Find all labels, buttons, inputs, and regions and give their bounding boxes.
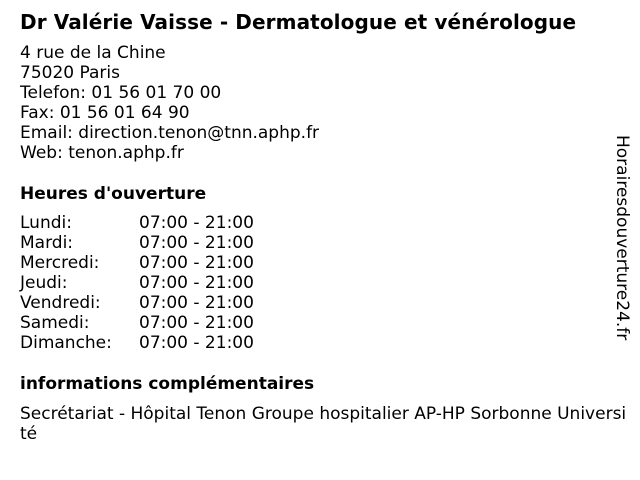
hours-row bbox=[20, 273, 280, 293]
address-street: 4 rue de la Chine bbox=[20, 43, 166, 63]
additional-info-text: Secrétariat - Hôpital Tenon Groupe hospitalier AP-HP Sorbonne Université bbox=[20, 404, 627, 444]
day-label: Dimanche: bbox=[20, 333, 112, 353]
hours-row bbox=[20, 333, 280, 353]
hours-row bbox=[20, 253, 280, 273]
time-range: 07:00 - 21:00 bbox=[139, 253, 254, 273]
page-title: Dr Valérie Vaisse - Dermatologue et vénérologue bbox=[20, 10, 577, 34]
hours-row bbox=[20, 293, 280, 313]
hours-row bbox=[20, 313, 280, 333]
site-watermark: Horairesdouverture24.fr bbox=[612, 135, 632, 341]
day-label: Lundi: bbox=[20, 213, 72, 233]
day-label: Mercredi: bbox=[20, 253, 100, 273]
hours-row bbox=[20, 213, 280, 233]
additional-info-heading: informations complémentaires bbox=[20, 374, 315, 394]
phone-number: Telefon: 01 56 01 70 00 bbox=[20, 83, 222, 103]
time-range: 07:00 - 21:00 bbox=[139, 333, 254, 353]
hours-row bbox=[20, 233, 280, 253]
opening-hours-table bbox=[20, 213, 280, 353]
opening-hours-heading: Heures d'ouverture bbox=[20, 184, 207, 204]
time-range: 07:00 - 21:00 bbox=[139, 213, 254, 233]
time-range: 07:00 - 21:00 bbox=[139, 313, 254, 333]
email-address: Email: direction.tenon@tnn.aphp.fr bbox=[20, 123, 320, 143]
time-range: 07:00 - 21:00 bbox=[139, 273, 254, 293]
time-range: 07:00 - 21:00 bbox=[139, 293, 254, 313]
day-label: Mardi: bbox=[20, 233, 74, 253]
website: Web: tenon.aphp.fr bbox=[20, 143, 184, 163]
day-label: Vendredi: bbox=[20, 293, 101, 313]
fax-number: Fax: 01 56 01 64 90 bbox=[20, 103, 190, 123]
day-label: Samedi: bbox=[20, 313, 90, 333]
address-city: 75020 Paris bbox=[20, 63, 120, 83]
time-range: 07:00 - 21:00 bbox=[139, 233, 254, 253]
contact-block bbox=[20, 43, 319, 163]
day-label: Jeudi: bbox=[20, 273, 68, 293]
